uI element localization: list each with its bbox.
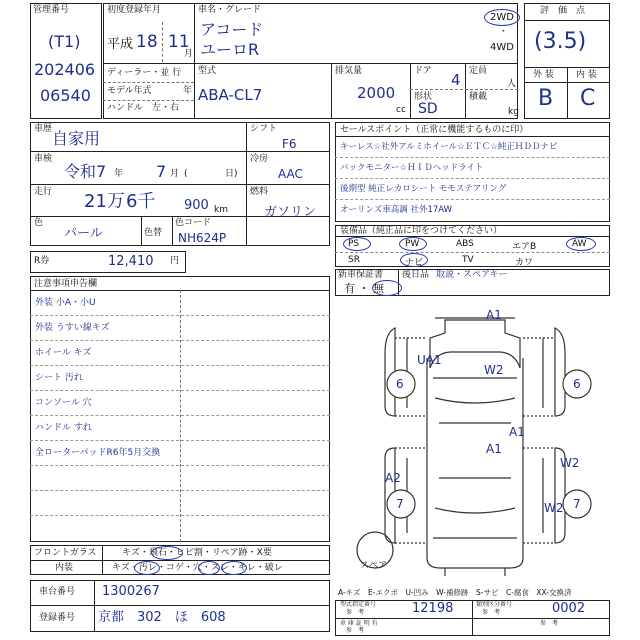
notes-row — [30, 315, 330, 341]
equip-sr: SR — [348, 255, 360, 265]
notes-row — [30, 340, 330, 366]
model-year-suffix: 年 — [183, 86, 193, 96]
inspection-label: 車検 — [34, 154, 53, 164]
later-value: 取説・スペアキー — [436, 270, 508, 280]
sales-label: セールスポイント（正常に機能するものに印） — [340, 125, 529, 135]
capacity-unit: 人 — [507, 79, 517, 89]
reg-year: 18 — [136, 32, 158, 52]
equip-ps-circle — [343, 237, 371, 251]
load-unit: kg — [508, 107, 519, 117]
sales-row — [335, 136, 610, 158]
displacement-label: 排気量 — [335, 66, 363, 76]
note-text: 外装 小A・小U — [35, 298, 96, 308]
type-cert-sub: 参 考 — [346, 609, 365, 616]
use-value: 自家用 — [52, 129, 101, 148]
interior-hole-circle — [198, 561, 220, 575]
grade-title: 評 価 点 — [540, 6, 586, 16]
chassis-label: 車台番号 — [39, 587, 76, 597]
color-label: 色 — [34, 218, 44, 228]
reg-month-unit: 月 — [184, 49, 194, 59]
fuel-label: 燃料 — [250, 187, 269, 197]
interior-scuff-circle — [221, 561, 247, 575]
mark-right-rear-w2: W2 — [560, 456, 580, 470]
inspection-year-unit: 年 — [114, 169, 124, 179]
equip-ps: PS — [348, 239, 360, 249]
glass-label: フロントガラス — [34, 548, 97, 558]
mileage-hyaku: 900 — [184, 198, 209, 213]
sales-row — [335, 178, 610, 200]
mileage-sen: 6千 — [126, 191, 156, 212]
garage-cert-label: 車 庫 証 明 有 — [340, 620, 378, 627]
recycle-label: R券 — [34, 256, 50, 266]
interior-dirt-circle — [134, 561, 160, 575]
class-cert-value: 0002 — [552, 601, 586, 616]
load-label: 積載 — [469, 92, 488, 102]
warranty-none-circle — [372, 280, 402, 296]
shift-label: シフト — [250, 124, 278, 134]
notes-row — [30, 290, 330, 316]
chassis-value: 1300267 — [102, 584, 160, 599]
note-text: ホイール キズ — [35, 348, 92, 358]
mark-front-left-ua1: UA1 — [417, 353, 442, 367]
grade-score: (3.5) — [534, 29, 587, 54]
mgmt-label: 管理番号 — [33, 5, 70, 15]
color-value: パール — [64, 226, 103, 241]
mark-left-rear-a2: A2 — [385, 471, 401, 485]
notes-row — [30, 465, 330, 491]
model-year-label: モデル年式 — [107, 86, 152, 96]
reg-era: 平成 — [107, 37, 134, 52]
sales-text: オーリンズ車高調 社外17AW — [340, 205, 453, 215]
mark-hood-w2: W2 — [484, 363, 504, 377]
door-label: ドア — [414, 66, 432, 76]
mark-left-front-wheel: 6 — [396, 377, 404, 391]
int-label: 内 装 — [576, 70, 597, 80]
equip-leather: カワ — [515, 258, 534, 268]
mgmt-prefix: (T1) — [48, 32, 81, 51]
inspection-paren: ( — [184, 169, 188, 179]
vehicle-info-box — [103, 3, 518, 119]
equip-navi: ナビ — [405, 258, 424, 268]
shape-label: 形状 — [414, 92, 433, 102]
reg-label: 初度登録年月 — [107, 5, 162, 15]
mgmt-no2: 06540 — [40, 86, 91, 105]
equip-tv: TV — [462, 255, 474, 265]
class-cert-label: 類別区分番号 — [476, 601, 513, 608]
mgmt-no1: 202406 — [34, 60, 96, 79]
equip-abs: ABS — [456, 239, 474, 249]
equip-pw: PW — [405, 239, 420, 249]
carname-label: 車名・グレード — [198, 5, 262, 15]
recycle-unit: 円 — [170, 256, 180, 266]
garage-cert-sub-right: 参 考 — [540, 620, 559, 627]
mileage-unit: km — [214, 205, 228, 215]
inspection-month-unit: 月 — [170, 169, 180, 179]
equip-pw-circle — [399, 237, 427, 251]
mark-right-rear-wheel: 7 — [573, 497, 581, 511]
use-label: 車歴 — [34, 124, 53, 134]
mileage-man: 21万 — [84, 191, 125, 212]
car-diagram — [335, 298, 610, 576]
mark-rear-w2: W2 — [544, 501, 564, 515]
equip-navi-circle — [400, 253, 428, 267]
grade-value: ユーロR — [200, 40, 260, 59]
notes-row — [30, 365, 330, 391]
equip-airbag: エアB — [512, 242, 537, 252]
capacity-label: 定員 — [469, 66, 488, 76]
inspection-month: 7 — [156, 162, 167, 181]
fuel-value: ガソリン — [264, 205, 317, 220]
sales-text: キーレス☆社外アルミホイール☆ＥＴＣ☆純正ＨＤＤナビ — [340, 142, 558, 152]
sales-text: バックモニター☆ＨＩＤヘッドライト — [340, 163, 484, 173]
later-label: 後日品 — [402, 270, 430, 280]
mark-right-front-wheel: 6 — [573, 377, 581, 391]
displacement-unit: cc — [396, 105, 406, 115]
notes-label: 注意事項申告欄 — [34, 279, 98, 289]
plate-label: 登録番号 — [39, 613, 76, 623]
inspection-day-unit: 日) — [225, 169, 238, 179]
reg-month: 11 — [168, 32, 190, 52]
notes-row — [30, 440, 330, 466]
spare-label: スペア — [360, 561, 388, 571]
type-cert-value: 12198 — [412, 601, 454, 616]
notes-row — [30, 415, 330, 441]
sales-text: 後期型 純正レカロシート モモステアリング — [340, 184, 507, 194]
note-text: 全ローターパッドR6年5月交換 — [35, 448, 161, 458]
damage-legend: A-キズ E-エクボ U-凹み W-補修跡 S-サビ C-腐食 XX-交換済 — [338, 588, 572, 597]
ac-value: AAC — [278, 167, 303, 181]
ext-label: 外 装 — [533, 70, 554, 80]
mark-center-a1: A1 — [486, 442, 502, 456]
interior-label: 内装 — [55, 563, 74, 573]
mark-left-rear-wheel: 7 — [396, 497, 404, 511]
int-grade: C — [580, 86, 596, 111]
color-code-label: 色コード — [175, 218, 212, 228]
plate-value: 京都 302 ほ 608 — [98, 610, 226, 625]
door-value: 4 — [451, 71, 461, 89]
equip-aw-circle — [566, 237, 596, 251]
drive-2wd-circle — [484, 9, 520, 26]
shape-value: SD — [418, 101, 438, 117]
shift-value: F6 — [282, 137, 297, 151]
model-label: 型式 — [198, 66, 217, 76]
sales-row — [335, 199, 610, 220]
class-cert-sub: 参 考 — [482, 609, 501, 616]
inspection-era: 令和7 — [64, 162, 107, 181]
model-value: ABA-CL7 — [198, 86, 263, 104]
warranty-value: 有 ・ 無 — [344, 282, 384, 295]
color-code: NH624P — [178, 231, 227, 245]
mileage-label: 走行 — [34, 187, 53, 197]
note-text: シート 汚れ — [35, 373, 83, 383]
equipment-label: 装備品（純正品に印をつけてください） — [340, 226, 503, 236]
interior-value: キズ・汚レ・コゲ・穴・スレ・キレ・破レ — [112, 563, 283, 573]
notes-row — [30, 390, 330, 416]
warranty-label: 新車保証書 — [338, 270, 384, 280]
carname-value: アコード — [200, 20, 264, 39]
mark-front-a1: A1 — [486, 308, 502, 322]
recycle-value: 12,410 — [108, 254, 154, 269]
mark-roof-a1: A1 — [509, 425, 525, 439]
ac-label: 冷房 — [250, 154, 269, 164]
note-text: ハンドル すれ — [35, 423, 92, 433]
handle-label: ハンドル 左・右 — [107, 103, 180, 113]
drive-4wd: 4WD — [490, 42, 514, 53]
drive-2wd: 2WD — [490, 12, 514, 23]
sales-row — [335, 157, 610, 179]
note-text: 外装 うすい線キズ — [35, 323, 110, 333]
displacement-value: 2000 — [357, 84, 396, 102]
equip-aw: AW — [572, 239, 587, 249]
drive-sep: ・ — [499, 27, 509, 37]
note-text: コンソール 穴 — [35, 398, 92, 408]
garage-cert-sub: 参 考 — [346, 627, 365, 634]
ext-grade: B — [538, 86, 554, 111]
glass-value: キズ・飛石・ヒビ割・リペア跡・X要 — [122, 548, 272, 558]
glass-chip-circle — [151, 546, 183, 560]
dealer-label: ディーラー・並 行 — [107, 68, 182, 78]
notes-row — [30, 490, 330, 516]
color-change-label: 色替 — [144, 228, 163, 238]
type-cert-label: 型式指定番号 — [340, 601, 377, 608]
